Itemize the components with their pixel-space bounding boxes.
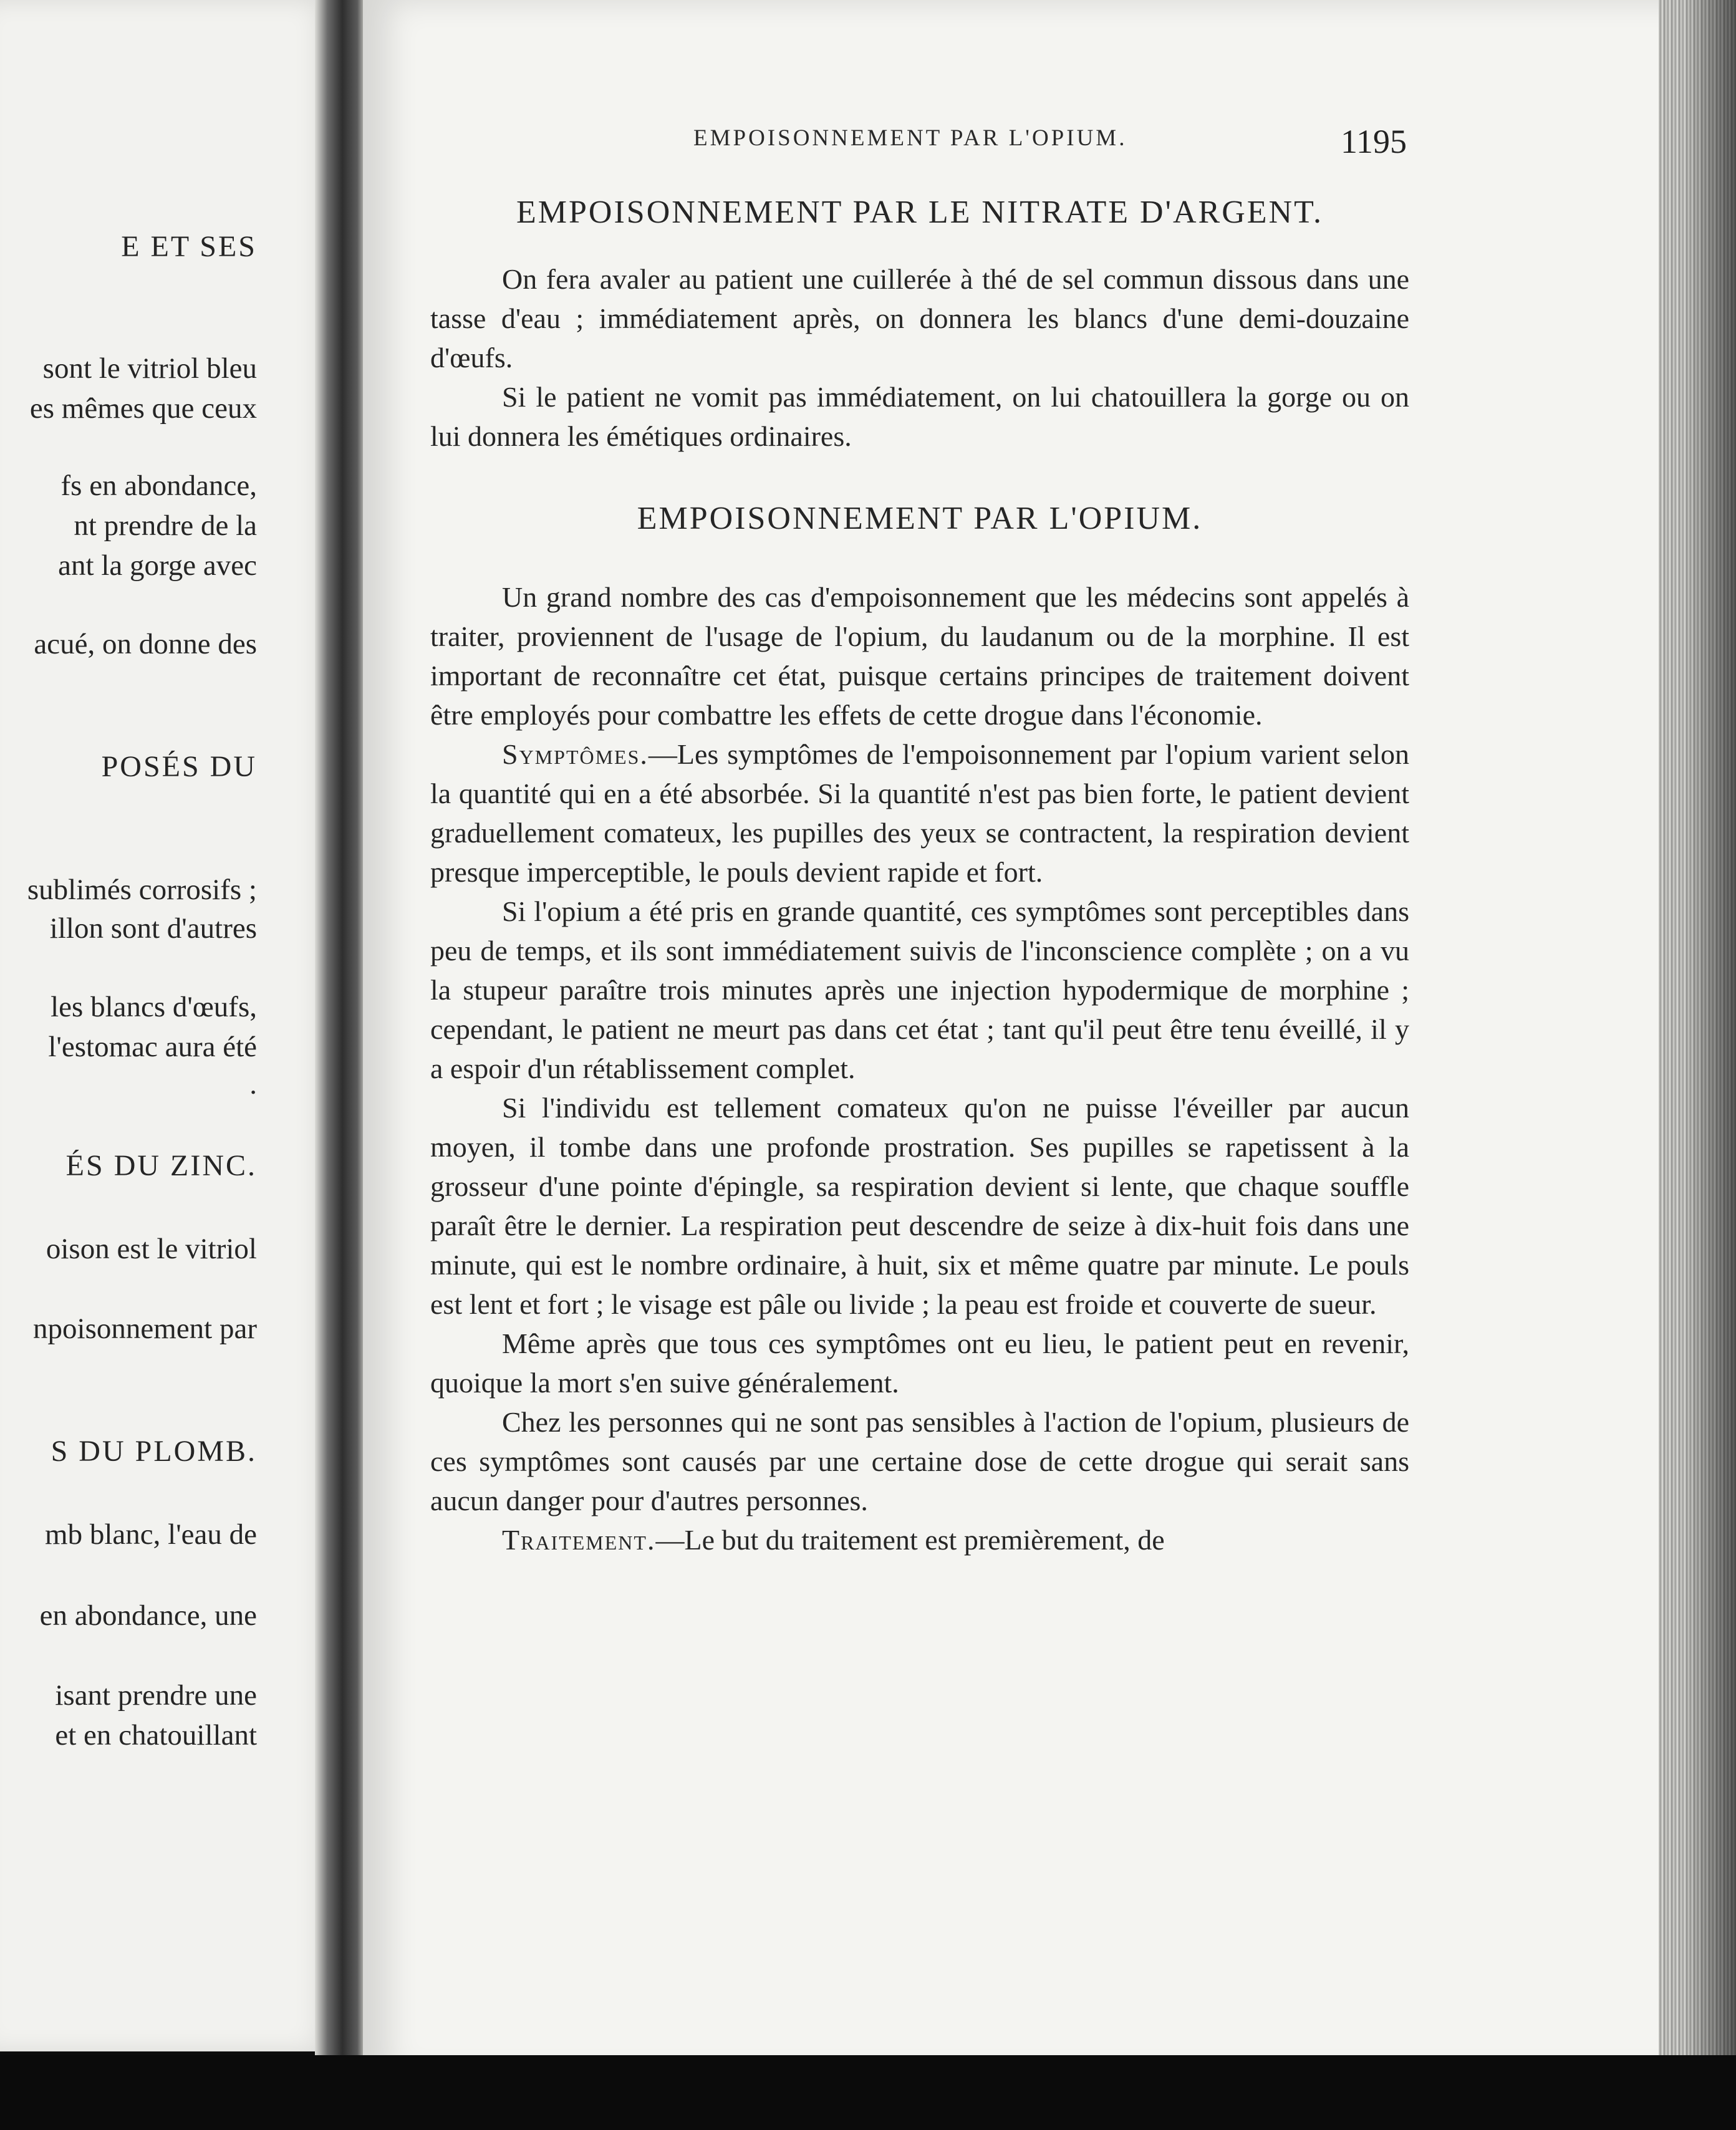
- left-page-text-fragment: sublimés corrosifs ;: [27, 874, 257, 906]
- symptoms-text: —Les symptômes de l'empoisonnement par l'opium varient selon la quantité qui en a été absorbée. Si la quantité n'est pas bien forte, le patient devient graduellement comateux, les pupilles des yeux se contractent, la respiration devient presque imperceptible, le pouls devient rapide et fort.: [430, 738, 1409, 888]
- paragraph-large-dose: Si l'opium a été pris en grande quantité, ces symptômes sont perceptibles dans peu de temps, et ils sont immédiatement suivis de l'inconscience complète ; on a vu la stupeur paraître trois minutes après une injection hypodermique de morphine ; cependant, le patient ne meurt pas dans cet état ; tant qu'il peut être tenu éveillé, il y a espoir d'un rétablissement complet.: [430, 895, 1409, 1084]
- left-page-heading-fragment: S DU PLOMB.: [51, 1435, 257, 1468]
- left-page: [0, 0, 337, 2051]
- left-page-heading-fragment: E ET SES: [121, 230, 257, 263]
- left-page-text-fragment: oison est le vitriol: [46, 1233, 257, 1265]
- scanner-bed: [0, 2055, 1736, 2130]
- running-head: EMPOISONNEMENT PAR L'OPIUM.: [693, 125, 1127, 151]
- left-page-text-fragment: sont le vitriol bleu: [42, 352, 257, 385]
- paragraph-recovery: Même après que tous ces symptômes ont eu lieu, le patient peut en revenir, quoique la mort s'en suive généralement.: [430, 1327, 1409, 1399]
- page-body: [430, 193, 1409, 1559]
- left-page-text-fragment: illon sont d'autres: [49, 912, 257, 945]
- paragraph: On fera avaler au patient une cuillerée à thé de sel commun dissous dans une tasse d'eau ; immédiatement après, on donnera les blancs d'une demi-douzaine d'œufs.: [430, 263, 1409, 374]
- paragraph: Si le patient ne vomit pas immédiatement, on lui chatouillera la gorge ou on lui donnera les émétiques ordinaires.: [430, 381, 1409, 453]
- left-page-text-fragment: mb blanc, l'eau de: [45, 1518, 257, 1551]
- paragraph-symptoms: [430, 735, 1409, 892]
- left-page-heading-fragment: ÉS DU ZINC.: [65, 1149, 257, 1182]
- left-page-text-fragment: npoisonnement par: [33, 1313, 257, 1345]
- left-page-text-fragment: en abondance, une: [39, 1599, 257, 1632]
- page-number: 1195: [1341, 123, 1407, 160]
- symptoms-label: Symptômes.: [502, 738, 649, 770]
- section-title-silver-nitrate: EMPOISONNEMENT PAR LE NITRATE D'ARGENT.: [516, 195, 1323, 230]
- paragraph-treatment: [430, 1520, 1409, 1559]
- page-edges-shadow: [1684, 0, 1736, 2076]
- left-page-text-fragment: es mêmes que ceux: [29, 392, 257, 425]
- left-page-text-fragment: nt prendre de la: [74, 509, 257, 542]
- book-gutter: [315, 0, 365, 2076]
- paragraph-comatose: Si l'individu est tellement comateux qu'on ne puisse l'éveiller par aucun moyen, il tombe dans une profonde prostration. Ses pupilles se rapetissent à la grosseur d'une pointe d'épingle, sa respiration devient si lente, que chaque souffle paraît être le dernier. La respiration peut descendre de seize à dix-huit fois dans une minute, qui est le nombre ordinaire, à huit, six et même quatre par minute. Le pouls est lent et fort ; le visage est pâle ou livide ; la peau est froide et couverte de sueur.: [430, 1091, 1409, 1320]
- left-page-text-fragment: l'estomac aura été: [48, 1031, 257, 1063]
- left-page-text-fragment: les blancs d'œufs,: [51, 991, 257, 1023]
- left-page-text-fragment: .: [249, 1068, 257, 1101]
- left-page-heading-fragment: POSÉS DU: [101, 750, 257, 783]
- left-page-text-fragment: fs en abondance,: [60, 470, 257, 502]
- section-title-opium: EMPOISONNEMENT PAR L'OPIUM.: [637, 501, 1203, 537]
- treatment-label: Traitement.: [502, 1523, 656, 1556]
- paragraph-sensitive: Chez les personnes qui ne sont pas sensibles à l'action de l'opium, plusieurs de ces symptômes sont causés par une certaine dose de cette drogue qui serait sans aucun danger pour d'autres personnes.: [430, 1405, 1409, 1516]
- treatment-text: —Le but du traitement est premièrement, de: [655, 1523, 1165, 1556]
- left-page-text-fragment: ant la gorge avec: [58, 549, 257, 582]
- left-page-text-fragment: et en chatouillant: [55, 1719, 257, 1752]
- left-page-text-fragment: isant prendre une: [55, 1679, 257, 1712]
- paragraph-intro: Un grand nombre des cas d'empoisonnement que les médecins sont appelés à traiter, proviennent de l'usage de l'opium, du laudanum ou de la morphine. Il est important de reconnaître cet état, puisque certains principes de traitement doivent être employés pour combattre les effets de cette drogue dans l'économie.: [430, 581, 1409, 731]
- left-page-text-fragment: acué, on donne des: [34, 628, 257, 660]
